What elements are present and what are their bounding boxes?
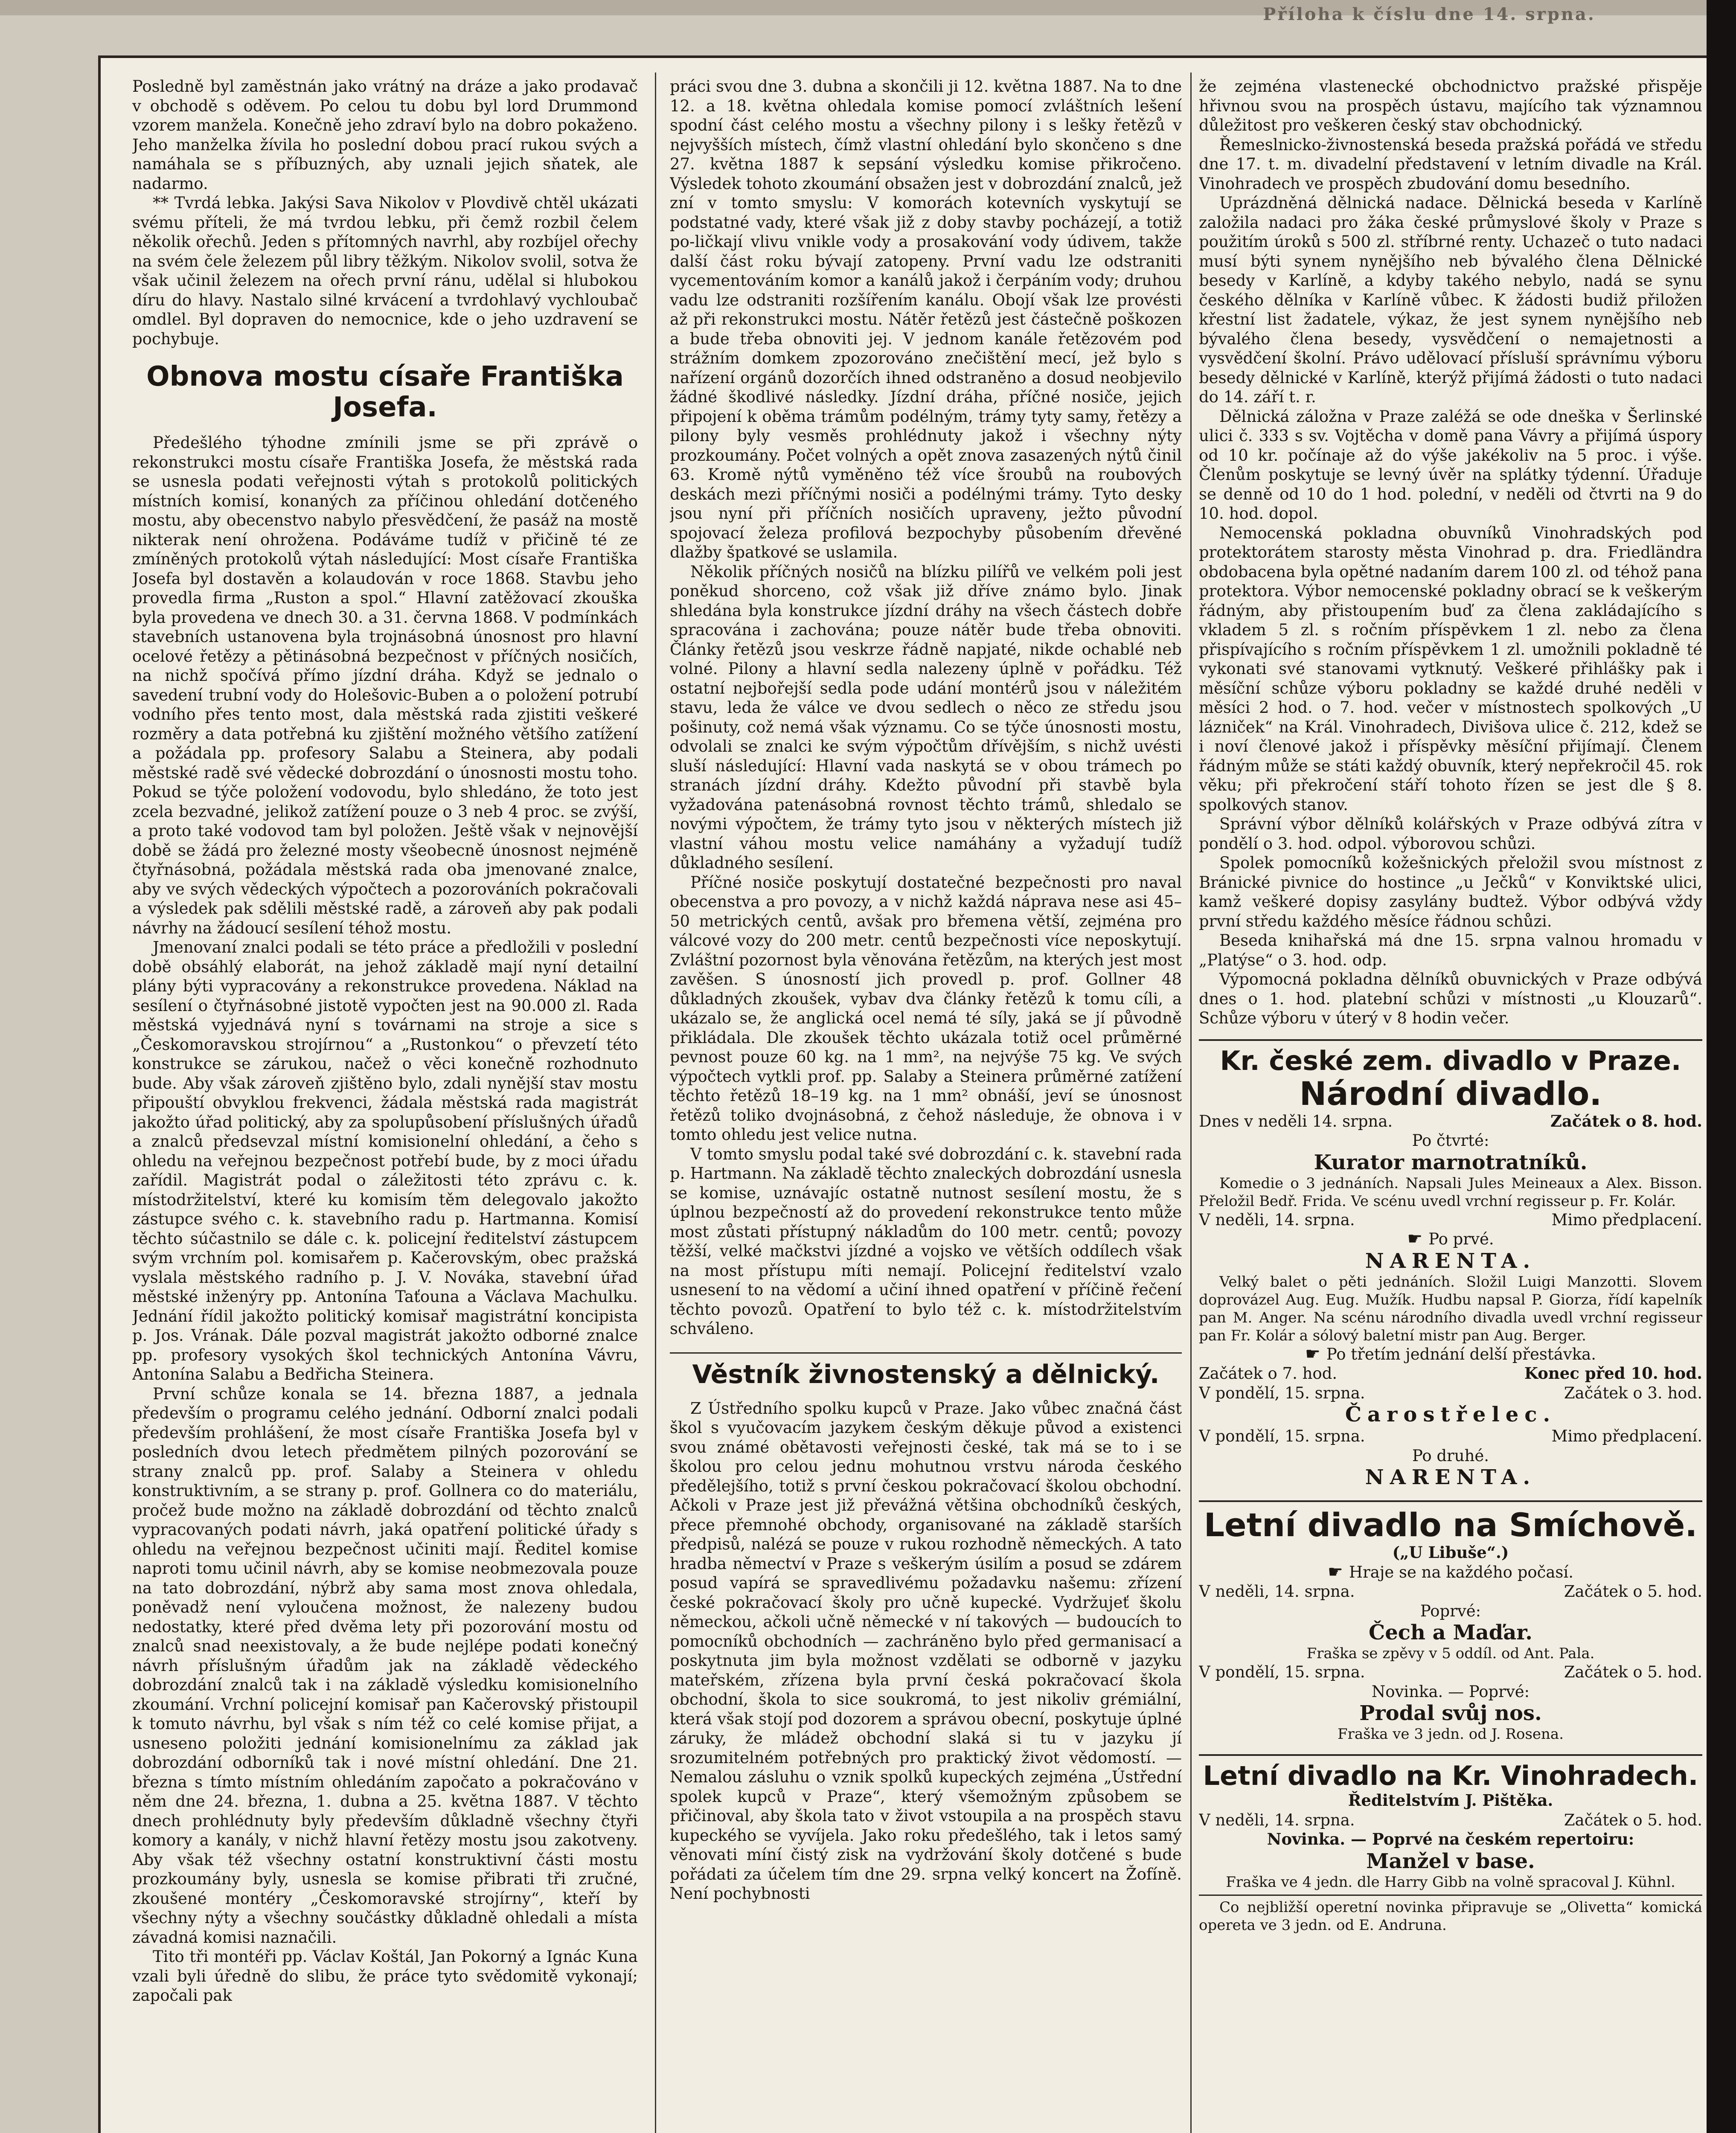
performance-start: Začátek o 8. hod.: [1550, 1111, 1702, 1130]
paragraph: Správní výbor dělníků kolářských v Praze odbývá zítra v pondělí o 3. hod. odpol. výborovou schůzi.: [1199, 815, 1702, 853]
paragraph: Nemocenská pokladna obuvníků Vinohradských pod protektorátem starosty města Vinohrad p. dra. Friedländra obdobacena byla opětné nadaním darem 100 zl. od téhož pana protektora. Výbor nemocenské pokladny obrací se k veškerým řádným, aby přistoupením buď za člena zakládajícího s vkladem 5 zl. s ročním příspěvkem 1 zl. nebo za člena přispívajícího s ročním příspěvkem 1 zl. umožnili pokladně té vykonati své stanovami vytknutý. Veškeré přihlášky pak i měsíční schůze výboru pokladny se každé druhé neděli v měsíci 2 hod. o 7. hod. večer v místnostech spolkových „U lázniček“ na Král. Vinohradech, Divišova ulice č. 212, kdež se i noví členové jakož i příspěvky měsíční přijímají. Členem řádným může se státi každý obuvník, který nepřekročil 45. rok věku; při překročení stáří tohoto řízen se jest dle § 8. spolkových stanov.: [1199, 523, 1702, 814]
play-title: Čarostřelec.: [1345, 1403, 1556, 1427]
performance-start: Začátek o 3. hod.: [1564, 1383, 1702, 1402]
performance-start: Začátek o 7. hod.: [1199, 1364, 1338, 1383]
play-title: Čech a Maďar.: [1369, 1621, 1532, 1645]
column-1: [132, 77, 638, 2133]
play-description: Komedie o 3 jednáních. Napsali Jules Meineaux a Alex. Bisson. Přeložil Bedř. Frida. Ve scénu uvedl vrchní regisseur p. Fr. Kolár.: [1199, 1174, 1702, 1210]
paragraph: Tito tři montéři pp. Václav Koštál, Jan Pokorný a Ignác Kuna vzali byli úředně do slibu, že práce tyto svědomitě vykonají; započali pak: [132, 1947, 638, 2005]
theatre-name: Letní divadlo na Smíchově.: [1204, 1506, 1698, 1544]
pointing-hand-icon: ☛: [1407, 1229, 1423, 1249]
performance-start: Začátek o 5. hod.: [1564, 1582, 1702, 1601]
paragraph: Uprázdněná dělnická nadace. Dělnická beseda v Karlíně založila nadaci pro žáka české průmyslové školy v Praze s použitím úroků s 500 zl. stříbrné renty. Uchazeč o tuto nadaci musí býti synem nynějšího neb bývalého člena Dělnické besedy v Karlíně, a kdyby takého nebylo, nadá se synu českého dělníka v Karlíně vůbec. K žádosti budiž přiložen křestní list žadatele, výkaz, že jest synem nynějšího neb bývalého člena besedy, vysvědčení o nemajetnosti a vysvědčení školní. Právo udělovací přísluší správnímu výboru besedy dělnické v Karlíně, kterýž přijímá žádosti o tuto nadaci do 14. září t. r.: [1199, 194, 1702, 406]
performance-extra: Mimo předplacení.: [1551, 1210, 1702, 1229]
paragraph: Dělnická záložna v Praze zaléžá se ode dneška v Šerlinské ulici č. 333 s sv. Vojtěcha v domě pana Vávry a přijímá úspory od 10 kr. počínaje až do výše jakékoliv na 5 proc. i výše. Členům poskytuje se levný úvěr na splátky týdenní. Úřaduje se denně od 10 do 1 hod. polední, v neděli od čtvrti na 9 do 10. hod. dopol.: [1199, 407, 1702, 523]
paragraph: Výpomocná pokladna dělníků obuvnických v Praze odbývá dnes o 1. hod. platební schůzi v místnosti „u Klouzarů“. Schůze výboru v úterý v 8 hodin večer.: [1199, 970, 1702, 1027]
theatre-subtitle: Ředitelstvím J. Pištěka.: [1348, 1791, 1553, 1810]
paragraph: Příčné nosiče poskytují dostatečné bezpečnosti pro naval obecenstva a pro povozy, a v nichž každá náprava nese asi 45–50 metrických centů, avšak pro břemena větší, zejména pro válcové vozy do 200 metr. centů bezpečnosti více neposkytují. Zvláštní pozornost byla věnována řetězům, na kterých jest most zavěšen. S únosností jich provedl p. prof. Gollner 48 důkladných zkoušek, vybav dva články řetězů k tomu cíli, a ukázalo se, že anglická ocel nemá té síly, jaká se jí původně přikládala. Dle zkoušek těchto ukázala totiž ocel průměrné pevnost pouze 60 kg. na 1 mm², na nejvýše 75 kg. Ve svých výpočtech vytkli prof. pp. Salaby a Steinera průměrné zatížení těchto řetězů 18–19 kg. na 1 mm² obnáší, jeví se únosnost řetězů toliko dvojnásobná, z čehož následuje, že obnova i v tomto ohledu jest velice nutna.: [670, 873, 1182, 1144]
play-title: NARENTA.: [1365, 1465, 1536, 1489]
theatre-footer-note: Co nejbližší operetní novinka připravuje se „Olivetta“ komická opereta ve 3 jedn. od E. Andruna.: [1199, 1895, 1702, 1934]
theatre-subtitle: Národní divadlo.: [1299, 1074, 1602, 1113]
pointing-hand-icon: ☛: [1327, 1562, 1343, 1582]
paragraph: že zejména vlastenecké obchodnictvo pražské přispěje hřivnou svou na prospěch ústavu, majícího tak významnou důležitost pro veškeren český stav obchodnický.: [1199, 77, 1702, 134]
paragraph: ** Tvrdá lebka. Jakýsi Sava Nikolov v Plovdivě chtěl ukázati svému příteli, že má tvrdou lebku, při čemž rozbil čelem několik ořechů. Jeden s přítomných navrhl, aby rozbíjel ořechy na svém čele železem půl libry těžkým. Nikolov svolil, sotva že však učinil železem na ořech první ránu, udělal si hlubokou díru do hlavy. Nastalo silné krvácení a tvrdohlavý vychloubač omdlel. Byl dopraven do nemocnice, kde o jeho uzdravení se pochybuje.: [132, 194, 638, 348]
play-title: Prodal svůj nos.: [1359, 1701, 1542, 1725]
performance-label: Novinka. — Poprvé:: [1371, 1682, 1530, 1701]
play-description: Velký balet o pěti jednáních. Složil Luigi Manzotti. Slovem doprovázel Aug. Eug. Mužík. Hudbu napsal P. Giorza, řídí kapelník pan M. Anger. Na scénu národního divadla uvedl vrchní regisseur pan Fr. Kolár a sólový baletní mistr pan Aug. Berger.: [1199, 1273, 1702, 1344]
performance-date: V neděli, 14. srpna.: [1199, 1582, 1355, 1601]
performance-date: V neděli, 14. srpna.: [1199, 1810, 1355, 1829]
column-2: [670, 77, 1182, 2133]
performance-date: V pondělí, 15. srpna.: [1199, 1663, 1365, 1681]
paragraph: Předešlého týhodne zmínili jsme se při zprávě o rekonstrukci mostu císaře Františka Josefa, že městská rada se usnesla podati veřejnosti výtah s protokolů politických místních komisí, konaných za příčinou ohledání dotčeného mostu, aby obecenstvo nabylo přesvědčení, že pasáž na mostě nikterak není ohrožena. Podáváme tudíž v přičině té ze zmíněných protokolů výtah následující: Most císaře Františka Josefa byl dostavěn a kolaudován v roce 1868. Stavbu jeho provedla firma „Ruston a spol.“ Hlavní zatěžovací zkouška byla provedena ve dnech 30. a 31. června 1868. V podmínkách stavebních ustanovena byla trojnásobná únosnost pro hlavní ocelové řetězy a pětinásobná bezpečnost v příčných nosičích, na nichž spočívá přímo jízdní dráha. Když se jednalo o savedení trubní vody do Holešovic-Buben a o položení potrubí vodního přes tento most, dala městská rada zjistiti veškeré rozměry a data potřebná ku zjištění možného většího zatížení a požádala pp. profesory Salabu a Steinera, aby podali městské radě své vědecké dobrozdání o únosnosti mostu toho. Pokud se týče položení vodovodu, bylo shledáno, že toto jest zcela bezvadné, jelikož zatížení pouze o 3 neb 4 proc. se zvýší, a proto také vodovod tam byl položen. Ještě však v nejnovější době se žádá pro železné mosty všeobecně únosnost nejméně čtyřnásobná, požádala městská rada oba jmenované znalce, aby ve svých vědeckých výpočtech a pozorováních pokračovali a výsledek pak sdělili městské radě, a zároveň aby pak podali návrhy na žádoucí sesílení téhož mostu.: [132, 433, 638, 937]
play-description: Fraška ve 4 jedn. dle Harry Gibb na volně spracoval J. Kühnl.: [1226, 1873, 1675, 1891]
play-description: Fraška ve 3 jedn. od J. Rosena.: [1337, 1726, 1564, 1743]
paragraph: Řemeslnicko-živnostenská beseda pražská pořádá ve středu dne 17. t. m. divadelní představení v letním divadle na Král. Vinohradech ve prospěch zbudování domu besedního.: [1199, 135, 1702, 193]
performance-date: Dnes v neděli 14. srpna.: [1199, 1112, 1393, 1130]
paragraph: práci svou dne 3. dubna a skončili ji 12. května 1887. Na to dne 12. a 18. května ohledala komise pomocí zvláštních lešení spodní část celého mostu a všechny pilony i s lešky řetězů v nejvyšších místech, čímž vlastní ohledání bylo skončeno s dne 27. května 1887 k sepsání výsledku komise přikročeno. Výsledek tohoto zkoumání obsažen jest v dobrozdání znalců, jež zní v tomto smyslu: V komorách kotevních vyskytují se podstatné vady, které však již z doby stavby pocházejí, a totiž po-ličkají vlivu vnikle vody a prosakování vody údivem, takže další část roku bývají zatopeny. První vadu lze odstraniti vycementováním komor a kanálů jakož i čerpáním vody; druhou vadu lze odstraniti rozšířením kanálu. Obojí však lze provésti až při rekonstrukci mostu. Nátěr řetězů jest částečně poškozen a bude třeba obnoviti jej. V jednom kanále řetězovém pod strážním domkem zpozorováno znečištění mecí, jež bylo s nařízení orgánů dozorčích ihned odstraněno a dosud neobjevilo žádné škodlivé následky. Jízdní dráha, příčné nosiče, jejich připojení k oběma trámům podélným, trámy tyty samy, řetězy a pilony byly vesměs prohlédnuty jakož i všechny nýty prozkoumány. Počet volných a opět znova zasazených nýtů činil 63. Kromě nýtů vyměněno též více šroubů na roubových deskách mezi příčnými nosiči a podélnými trámy. Tyto desky jsou nyní při příčních nosičích upraveny, ježto původní spojovací železa profilová bezpochyby působením dřevěné dlažby špatkové se uslamila.: [670, 77, 1182, 561]
column-3: [1199, 77, 1702, 2133]
paragraph: Několik příčných nosičů na blízku pilířů ve velkém poli jest poněkud shorceno, což však již dříve známo bylo. Jinak shledána byla konstrukce jízdní dráhy na všech částech dobře spracována i zachována; pouze nátěr bude třeba obnoviti. Články řetězů jsou veskrze řádně napjaté, nikde ochablé neb volné. Pilony a hlavní sedla nalezeny úplně v pořádku. Též ostatní nejbořejší sedla pode udání montérů jsou v náležitém stavu, leda že válce ve dvou sedlech o něco ze středu jsou pošinuty, což nemá však významu. Co se týče únosnosti mostu, odvolali se znalci ke svým výpočtům dřívějším, s nichž uvésti sluší následující: Hlavní vada naskytá se v obou trámech po stranách jízdní dráhy. Kdežto původní při stavbě byla vyžadována patenásobná rovnost těchto trámů, shledalo se novými výpočtem, že trámy tyto jsou v některých místech již vlastní váhou mostu velice namáhány a vyžadují tudíž důkladného sesílení.: [670, 562, 1182, 872]
performance-date: V neděli, 14. srpna.: [1199, 1210, 1355, 1229]
theatre-name: Kr. české zem. divadlo v Praze.: [1220, 1045, 1681, 1076]
paragraph: Jmenovaní znalci podali se této práce a předložili v poslední době obsáhlý elaborát, na jehož základě mají nyní detailní plány býti vypracovány a rekonstrukce provedena. Náklad na sesílení o čtyřnásobné jistotě vypočten jest na 90.000 zl. Rada městská vyjednává nyní s továrnami na stroje a sice s „Českomoravskou strojírnou“ a „Rustonkou“ o převzetí této konstrukce se zárukou, načež o věci konečně rozhodnuto bude. Aby však zároveň zjištěno bylo, zdali nynější stav mostu připouští obvyklou frekvenci, žádala městská rada magistrát jakožto úřad politický, aby za spolupůsobení příslušných úřadů a znalců předsevzal místní komisionelní ohledání, a čeho s ohledu na veřejnou bezpečnost potřebí bude, by z moci úřadu zařídil. Magistrát podal o záležitosti této zprávu c. k. místodržitelství, které ku komisím těm delegovalo jakožto zástupce svého c. k. stavebního radu p. Hartmanna. Komisí těchto súčastnilo se dále c. k. policejní ředitelství zástupcem svým vrchním pol. komisařem p. Kačerovským, obec pražská vyslala městského radního p. J. V. Nováka, stavební úřad městské inženýry pp. Antonína Taťouna a Václava Machulku. Jednání řídil jakožto politický komisař magistrátní koncipista p. Jos. Vrának. Dále pozval magistrát jakožto odborné znalce pp. profesory vysokých škol technických Antonína Vávru, Antonína Salabu a Bedřicha Steinera.: [132, 938, 638, 1383]
performance-start: Začátek o 5. hod.: [1564, 1810, 1702, 1829]
article-headline: Obnova mostu císaře Františka Josefa.: [146, 361, 624, 423]
running-head: Příloha k číslu dne 14. srpna.: [1263, 4, 1596, 24]
right-edge-shadow: [1707, 0, 1736, 2133]
paragraph: V tomto smyslu podal také své dobrozdání c. k. stavební rada p. Hartmann. Na základě těchto znaleckých dobrozdání usnesla se komise, uznávajíc ostatně nutnost sesílení mostu, že s úplnou bezpečností až do provedení rekonstrukce tento může most zůstati přístupný nákladům do 100 metr. centů; povozy těžší, velké mačkstvi jízdné a vojsko ve větších oddílech však na most přístupu míti nemají. Policejní ředitelství vzalo usnesení to na vědomí a učiní ihned opatření v příčině řečení těchto povozů. Opatření to bylo též c. k. místodržitelstvím schváleno.: [670, 1145, 1182, 1338]
performance-end: Konec před 10. hod.: [1524, 1364, 1702, 1383]
theatre-listing-vinohrady: [1199, 1754, 1702, 1934]
column-rule: [655, 73, 656, 2133]
pointing-hand-icon: ☛: [1305, 1344, 1320, 1364]
theatre-listing-national: [1199, 1039, 1702, 1490]
performance-start: Začátek o 5. hod.: [1564, 1663, 1702, 1681]
performance-date: V pondělí, 15. srpna.: [1199, 1383, 1365, 1402]
paragraph: Z Ústředního spolku kupců v Praze. Jako vůbec značná část škol s vyučovacím jazykem českým děkuje původ a existenci svou známé obětavosti veřejnosti české, tak má se to i se školou pro celou jednu mohutnou vrstvu národa českého předělejšího, totiž s první českou pokračovací školou obchodní. Ačkoli v Praze jest již převážná většina obchodníků českých, přece přemnohé obchody, organisované na základě starších předpisů, nalézá se pouze v rukou rozhodně německých. A tato hradba němectví v Praze s veškerým úsilím a posud se zdárem posud vapírá se spravedlivému požadavku našemu: zřízení české pokračovací školy pro učně kupecké. Vydržujeť školu německou, ačkoli učně německé v ní takových — budoucích to pomocníků obchodních — zachráněno bylo před germanisací a poskytnuta jim byla možnost vzdělati se odborně v jazyku mateřském, zřízena byla první česká pokračovací škola obchodní, škola to sice soukromá, to jest nikoliv grémiální, která však stojí pod dozorem a správou obecní, poskytuje úplné záruky, že mládež obchodní slaká si tu v jazyku jí srozumitelném potřebných pro praktický život vědomostí. — Nemalou zásluhu o vznik spolků kupeckých zejména „Ústřední spolek kupců v Praze“, který všemožným způsobem se přičinoval, aby škola tato v život vstoupila a na prospěch stavu kupeckého se vyvíjela. Jako roku předešlého, tak i letos samý věnovati míní čistý zisk na vydržování školy dotčené s bude pořádati za účelem tím dne 29. srpna velký koncert na Žofíně. Není pochybnosti: [670, 1399, 1182, 1903]
play-title: Kurator marnotratníků.: [1314, 1150, 1588, 1174]
theatre-name: Letní divadlo na Kr. Vinohradech.: [1203, 1760, 1698, 1791]
paragraph: Spolek pomocníků kožešnických přeložil svou místnost z Bránické pivnice do hostince „u Ječků“ v Konviktské ulici, kamž veškeré dopisy zasylány budtež. Výbor odbývá vždy první středu každého měsíce řádnou schůzi.: [1199, 854, 1702, 930]
performance-date: V pondělí, 15. srpna.: [1199, 1427, 1365, 1445]
play-title: Manžel v base.: [1366, 1849, 1535, 1873]
theatre-listing-smichov: [1199, 1500, 1702, 1743]
paragraph: Beseda knihařská má dne 15. srpna valnou hromadu v „Platýse“ o 3. hod. odp.: [1199, 931, 1702, 969]
performance-label: Novinka. — Poprvé na českém repertoiru:: [1267, 1830, 1634, 1848]
play-description: Fraška se zpěvy v 5 oddíl. od Ant. Pala.: [1306, 1645, 1595, 1662]
theatre-subtitle: („U Libuše“.): [1392, 1543, 1509, 1562]
performance-label: Poprvé:: [1420, 1601, 1481, 1620]
performance-label: Po druhé.: [1412, 1446, 1489, 1465]
column-rule: [1190, 73, 1192, 2133]
performance-extra: Mimo předplacení.: [1551, 1427, 1702, 1445]
theatre-note: Hraje se na každého počasí.: [1349, 1563, 1574, 1581]
performance-note: Po třetím jednání delší přestávka.: [1326, 1345, 1596, 1363]
play-title: NARENTA.: [1365, 1249, 1536, 1273]
paragraph: První schůze konala se 14. března 1887, a jednala především o programu celého jednání. Odborní znalci podali především prohlášení, že most císaře Františka Josefa byl v posledních dvou letech předmětem pilných pozorování se strany znalců pp. prof. Salaby a Steinera v ohledu konstruktivním, a se strany p. prof. Gollnera co do materiálu, pročež bude možno na základě dobrozdání od těchto znalců vypracovaných podati návrh, jaká opatření politické úřady s ohledu na veřejnou bezpečnost učiniti mají. Ředitel komise naproti tomu učinil návrh, aby se komise neobmezovala pouze na tato dobrozdání, nýbrž aby sama most znova ohledala, poněvadž není vyloučena možnost, že nalezeny budou nedostatky, které před dvěma lety při pozorování mostu od znalců snad neexistovaly, a že bude nejlépe podati konečný návrh příslušným úřadům jak na základě vědeckého dobrozdání znalců tak i na základě výsledku komisionelního zkoumání. Vrchní policejní komisař pan Kačerovský přistoupil k tomuto návrhu, byl však s ním též co celé komise přijat, a usneseno položiti jednání komisionelnímu za základ jak dobrozdání odborníků tak i nové místní ohledání. Dne 21. března s tímto místním ohledáním započato a pokračováno v něm dne 24. března, 1. dubna a 25. května 1887. V těchto dnech prohlédnuty byly především důkladně všechny čtyři komory a kanály, v nichž hlavní řetězy mostu jsou zakotveny. Aby však též všechny ostatní konstruktivní části mostu prozkoumány byly, usnesla se komise přibrati tři zručné, zkoušené montéry „Českomoravské strojírny“, kteří by všechny nýty a všechny součástky důkladně ohledali a místa závadná komisi naznačili.: [132, 1384, 638, 1947]
performance-label: Po prvé.: [1428, 1230, 1494, 1248]
section-headline: Věstník živnostenský a dělnický.: [670, 1352, 1182, 1389]
paragraph: Posledně byl zaměstnán jako vrátný na dráze a jako prodavač v obchodě s oděvem. Po celou tu dobu byl lord Drummond vzorem manžela. Konečně jeho zdraví bylo na dobro pokaženo. Jeho manželka žívila ho poslední dobou prací rukou svých a namáhala se s příbuzných, aby uznali jejich sňatek, ale nadarmo.: [132, 77, 638, 193]
performance-label: Po čtvrté:: [1412, 1131, 1489, 1150]
